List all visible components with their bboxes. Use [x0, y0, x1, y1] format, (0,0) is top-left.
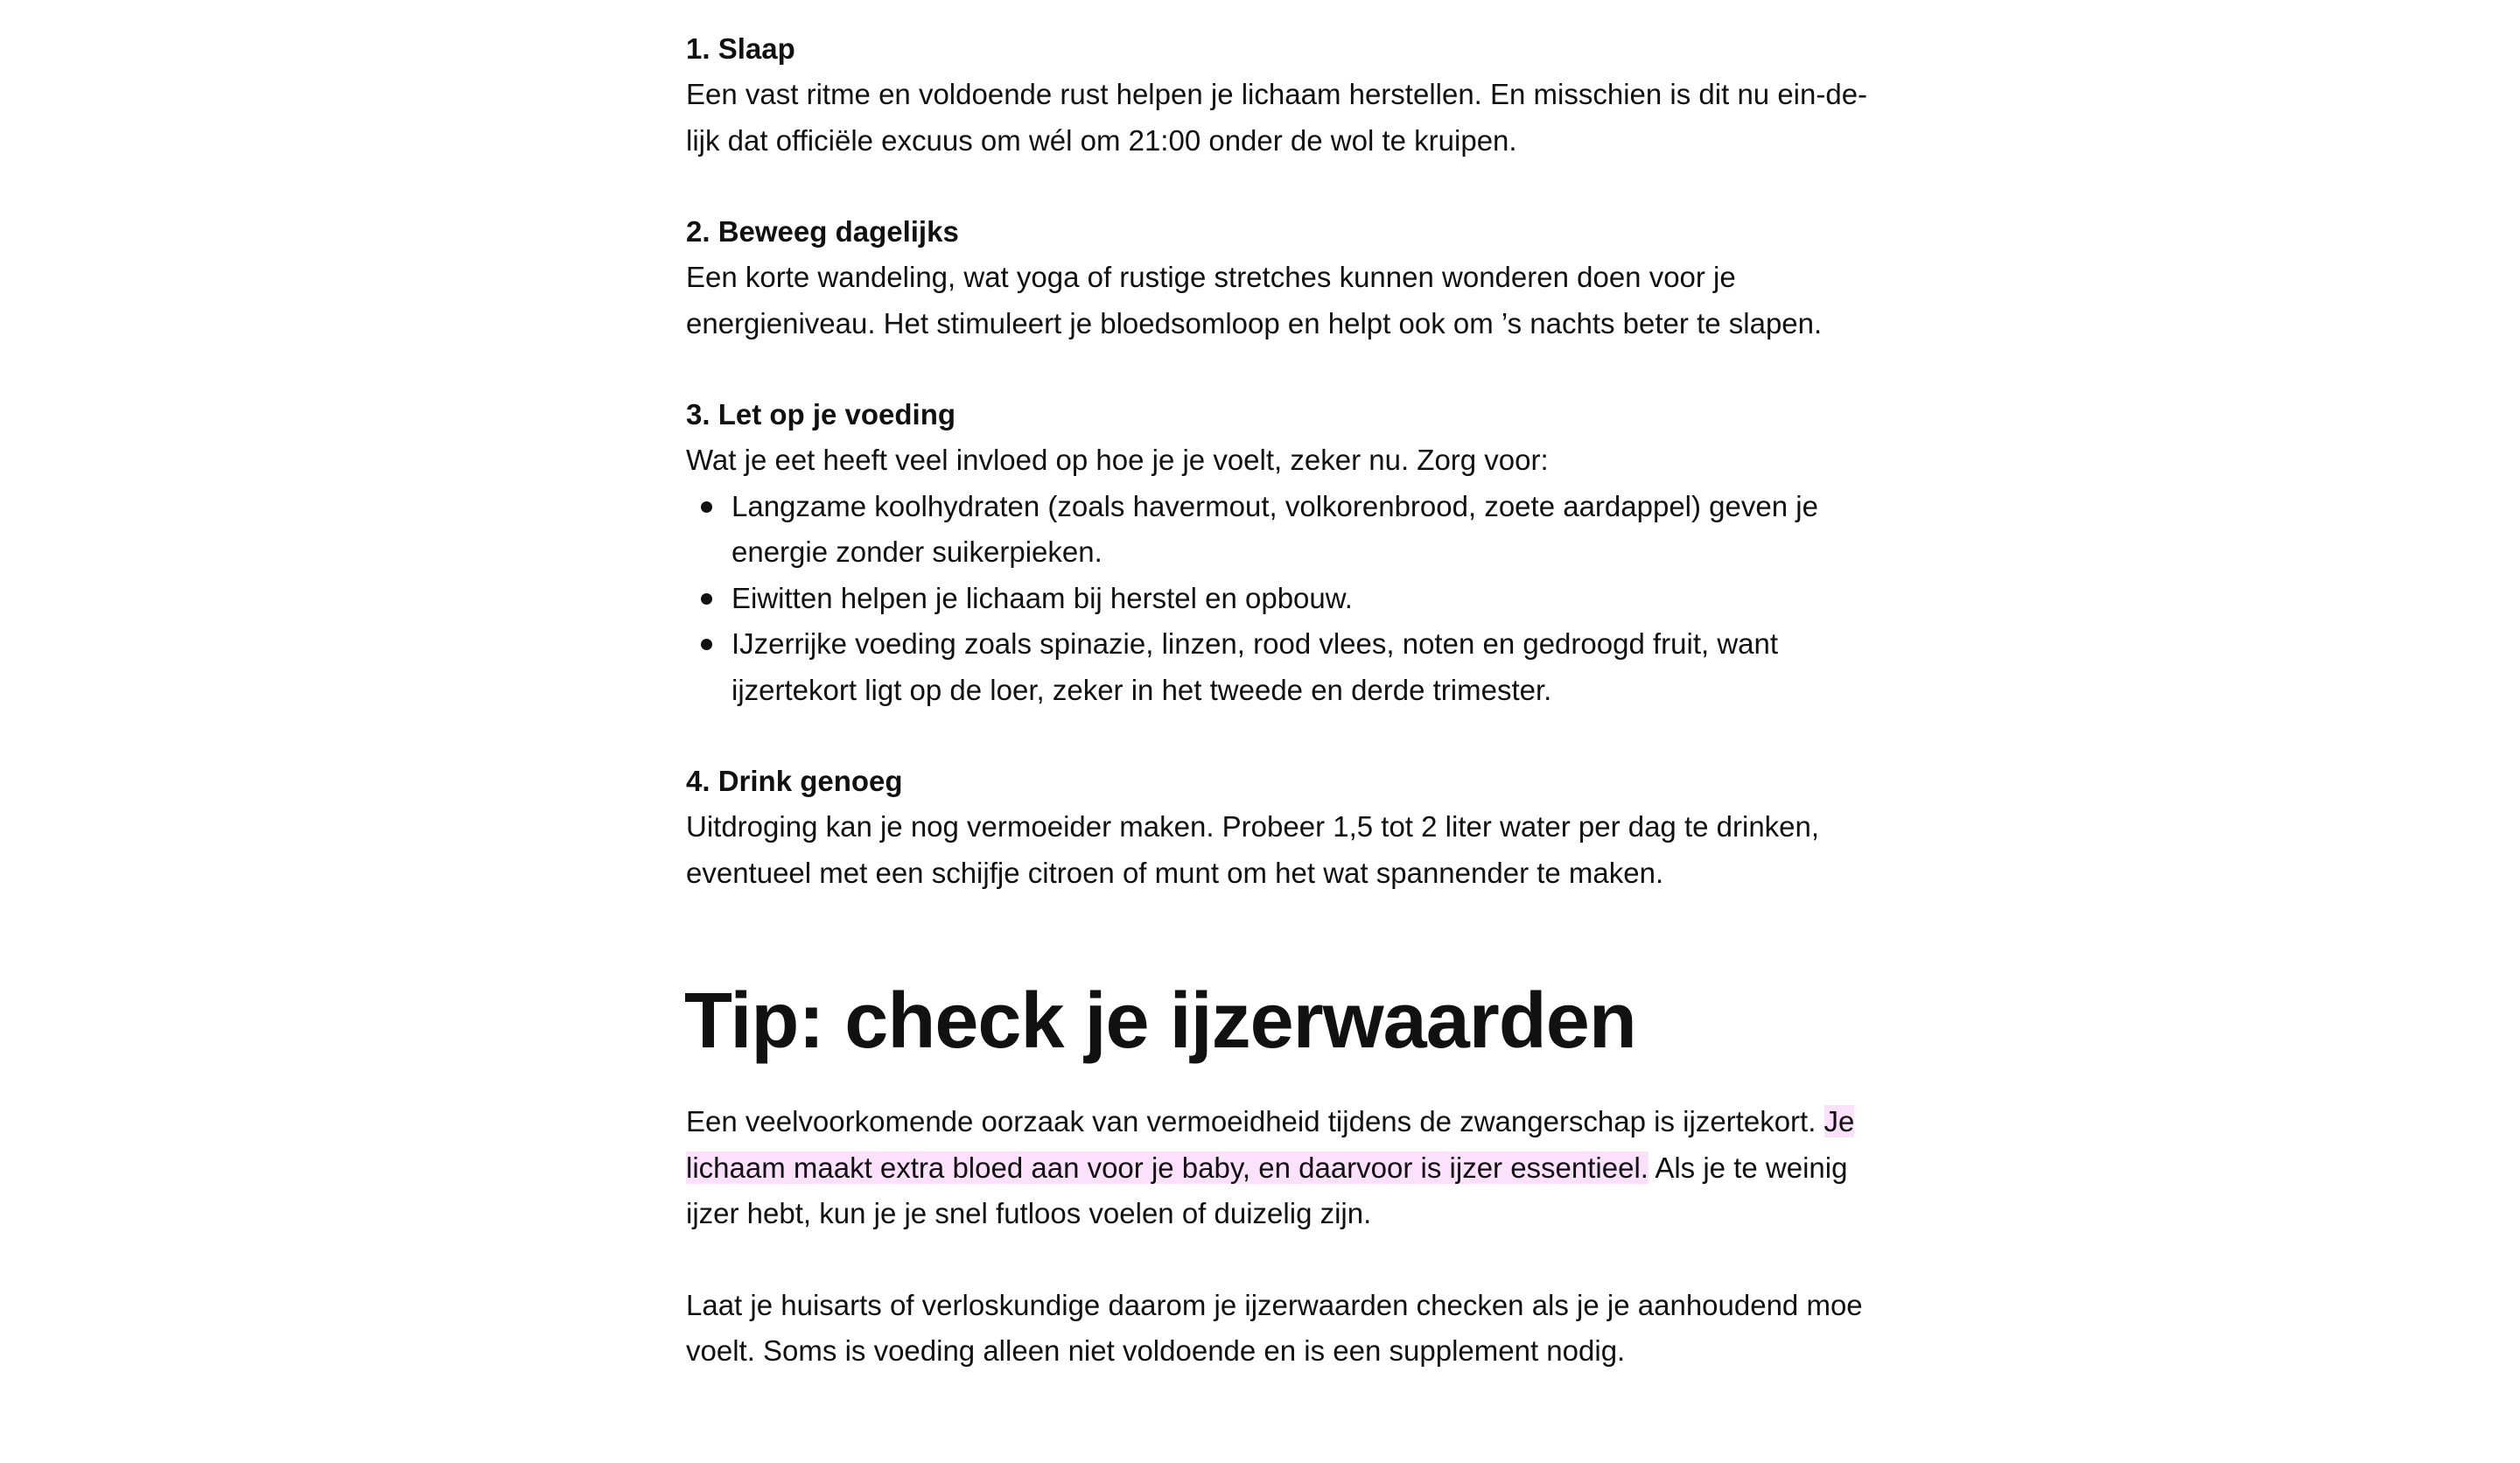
section-title: 3. Let op je voeding — [686, 398, 956, 430]
section-exercise — [686, 209, 1876, 346]
section-title: 2. Beweeg dagelijks — [686, 215, 959, 248]
list-item-text: Langzame koolhydraten (zoals havermout, volkorenbrood, zoete aardappel) geven je energie zonder suikerpieken. — [732, 489, 1818, 568]
tip-text-after: Als je te weinig ijzer hebt, kun je je snel futloos voelen of duizelig zijn. — [686, 1151, 1848, 1229]
section-title: 1. Slaap — [686, 32, 795, 65]
list-item — [686, 621, 1876, 713]
article-content — [686, 26, 1876, 1375]
list-item — [686, 576, 1876, 622]
nutrition-list — [686, 484, 1876, 714]
section-text: Wat je eet heeft veel invloed op hoe je je voelt, zeker nu. Zorg voor: — [686, 444, 1549, 476]
section-nutrition — [686, 392, 1876, 713]
section-text: Een korte wandeling, wat yoga of rustige stretches kunnen wonderen doen voor je energieniveau. Het stimuleert je bloedsomloop en helpt ook om ’s nachts beter te slapen. — [686, 261, 1823, 340]
bullet-icon — [701, 501, 712, 513]
tip-advice-paragraph: Laat je huisarts of verloskundige daarom je ijzerwaarden checken als je je aanhoudend moe voelt. Soms is voeding alleen niet voldoende en is een supplement nodig. — [686, 1288, 1863, 1367]
tip-text-before: Een veelvoorkomende oorzaak van vermoeidheid tijdens de zwangerschap is ijzertekort. — [686, 1105, 1824, 1138]
list-item — [686, 484, 1876, 576]
section-sleep — [686, 26, 1876, 164]
tip-heading: Tip: check je ijzerwaarden — [684, 977, 1636, 1065]
highlighted-text[interactable]: Je lichaam maakt extra bloed aan voor je baby, en daarvoor is ijzer essentieel. — [686, 1105, 1855, 1184]
tip-paragraph — [686, 1099, 1876, 1237]
list-item-text: Eiwitten helpen je lichaam bij herstel en opbouw. — [732, 581, 1353, 614]
section-text: Uitdroging kan je nog vermoeider maken. Probeer 1,5 tot 2 liter water per dag te drinken, eventueel met een schijfje citroen of munt om het wat spannender te maken. — [686, 810, 1820, 889]
section-title: 4. Drink genoeg — [686, 765, 903, 797]
list-item-text: IJzerrijke voeding zoals spinazie, linzen, rood vlees, noten en gedroogd fruit, want ijzertekort ligt op de loer, zeker in het tweede en derde trimester. — [732, 627, 1779, 706]
bullet-icon — [701, 593, 712, 605]
section-text: Een vast ritme en voldoende rust helpen je lichaam herstellen. En misschien is dit nu ein-de-lijk dat officiële excuus om wél om 21:00 onder de wol te kruipen. — [686, 78, 1868, 157]
bullet-icon — [701, 639, 712, 650]
section-hydration — [686, 759, 1876, 896]
